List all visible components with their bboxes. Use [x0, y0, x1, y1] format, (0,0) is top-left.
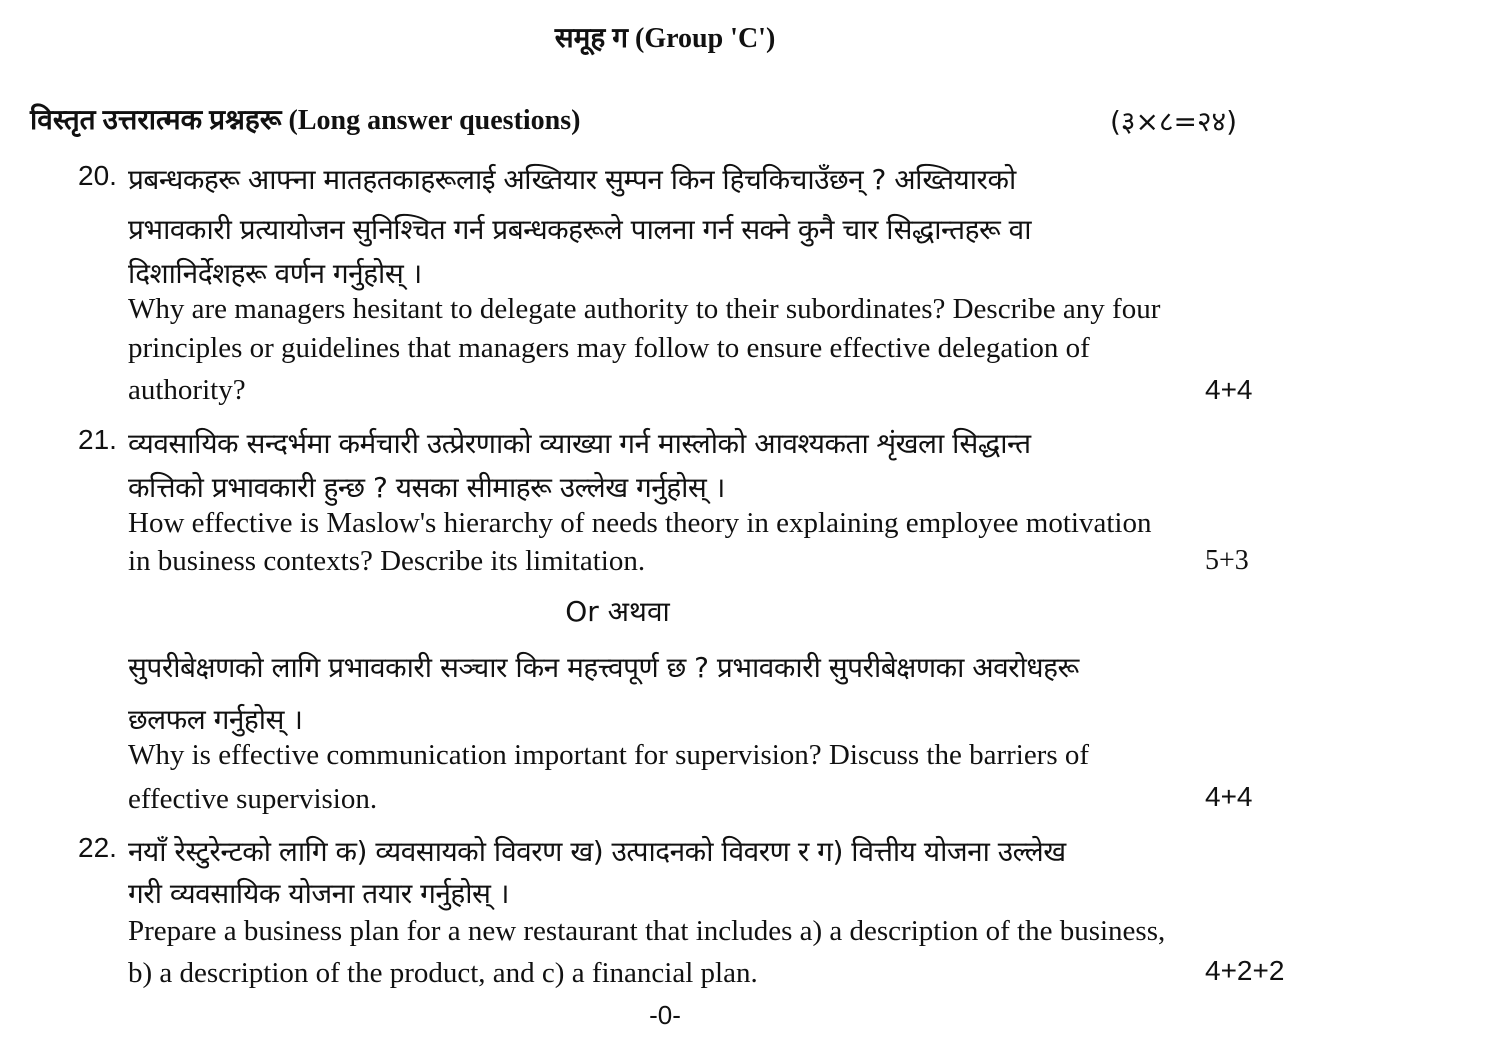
group-title: समूह ग (Group 'C'): [554, 23, 776, 54]
alternative-nepali-line: सुपरीबेक्षणको लागि प्रभावकारी सञ्चार किन महत्त्वपूर्ण छ ? प्रभावकारी सुपरीबेक्षणका अवरोधहरू: [128, 651, 1079, 684]
question-number: 22.: [78, 832, 117, 863]
question-marks: 4+2+2: [1205, 955, 1285, 986]
question-english-line: authority?: [128, 374, 246, 406]
alternative-english-line: Why is effective communication important for supervision? Discuss the barriers of: [128, 739, 1090, 771]
question-nepali-line: गरी व्यवसायिक योजना तयार गर्नुहोस् ।: [128, 877, 509, 910]
question-english-line: b) a description of the product, and c) a financial plan.: [128, 957, 758, 989]
question-number: 21.: [78, 424, 117, 455]
question-nepali-line: प्रभावकारी प्रत्यायोजन सुनिश्चित गर्न प्रबन्धकहरूले पालना गर्न सक्ने कुनै चार सिद्धान्तहरू वा: [128, 213, 1031, 246]
question-english-line: Why are managers hesitant to delegate authority to their subordinates? Describe any four: [128, 293, 1161, 325]
question-english-line: in business contexts? Describe its limitation.: [128, 545, 646, 577]
question-nepali-line: नयाँ रेस्टुरेन्टको लागि क) व्यवसायको विवरण ख) उत्पादनको विवरण र ग) वित्तीय योजना उल्लेख: [128, 835, 1066, 868]
section-marks: (३×८=२४): [1110, 105, 1238, 138]
question-nepali-line: दिशानिर्देशहरू वर्णन गर्नुहोस् ।: [128, 257, 422, 290]
question-marks: 5+3: [1205, 545, 1249, 576]
question-marks: 4+4: [1205, 374, 1253, 405]
alternative-english-line: effective supervision.: [128, 783, 378, 815]
section-title: विस्तृत उत्तरात्मक प्रश्नहरू (Long answer questions): [30, 105, 581, 136]
question-nepali-line: कत्तिको प्रभावकारी हुन्छ ? यसका सीमाहरू उल्लेख गर्नुहोस् ।: [128, 471, 725, 504]
alternative-marks: 4+4: [1205, 781, 1253, 812]
page-number: -0-: [649, 1000, 681, 1030]
question-nepali-line: व्यवसायिक सन्दर्भमा कर्मचारी उत्प्रेरणाको व्याख्या गर्न मास्लोको आवश्यकता शृंखला सिद्धान्त: [128, 427, 1031, 460]
question-number: 20.: [78, 160, 117, 191]
question-nepali-line: प्रबन्धकहरू आफ्ना मातहतकाहरूलाई अख्तियार सुम्पन किन हिचकिचाउँछन् ? अख्तियारको: [128, 163, 1016, 196]
question-english-line: Prepare a business plan for a new restaurant that includes a) a description of the business,: [128, 915, 1166, 947]
alternative-nepali-line: छलफल गर्नुहोस् ।: [128, 703, 303, 736]
question-english-line: principles or guidelines that managers may follow to ensure effective delegation of: [128, 332, 1090, 364]
or-separator: Or अथवा: [565, 595, 670, 628]
question-english-line: How effective is Maslow's hierarchy of needs theory in explaining employee motivation: [128, 507, 1152, 539]
